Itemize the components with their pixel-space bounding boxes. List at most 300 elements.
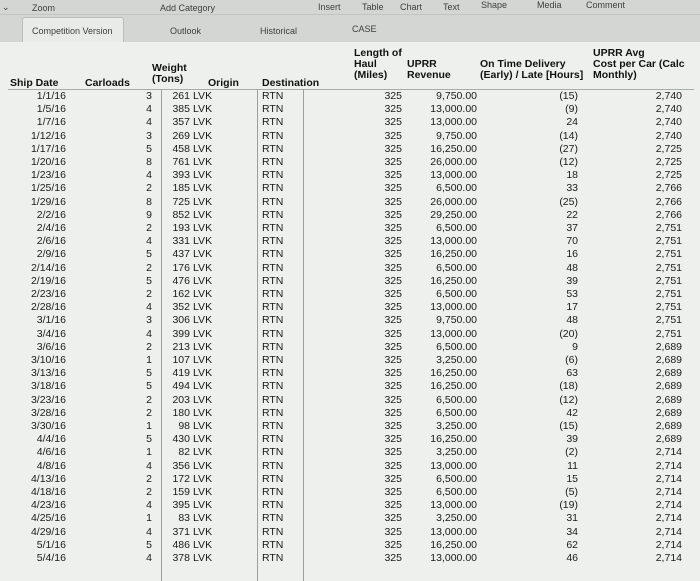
weight-cell[interactable]: 176 — [172, 261, 190, 274]
destination-cell[interactable]: RTN — [262, 433, 284, 446]
haul-cell[interactable]: 325 — [384, 472, 402, 485]
avg-cost-cell[interactable]: 2,751 — [655, 235, 682, 248]
weight-cell[interactable]: 261 — [172, 90, 190, 102]
ship-date-cell[interactable]: 4/8/16 — [36, 459, 66, 472]
avg-cost-cell[interactable]: 2,689 — [655, 393, 682, 406]
table-row[interactable] — [0, 341, 700, 354]
table-row[interactable] — [0, 248, 700, 261]
table-row[interactable] — [0, 288, 700, 301]
haul-cell[interactable]: 325 — [384, 420, 402, 432]
table-row[interactable] — [0, 433, 700, 446]
revenue-cell[interactable]: 6,500.00 — [436, 261, 477, 274]
weight-cell[interactable]: 107 — [172, 354, 190, 366]
revenue-cell[interactable]: 13,000.00 — [430, 116, 477, 129]
destination-cell[interactable]: RTN — [262, 538, 284, 551]
haul-cell[interactable]: 325 — [384, 156, 402, 168]
destination-cell[interactable]: RTN — [262, 512, 284, 525]
otd-cell[interactable]: (6) — [565, 354, 578, 366]
destination-cell[interactable]: RTN — [262, 367, 284, 380]
haul-cell[interactable]: 325 — [384, 525, 402, 538]
revenue-cell[interactable]: 13,000.00 — [430, 525, 477, 538]
revenue-cell[interactable]: 6,500.00 — [436, 182, 477, 195]
destination-cell[interactable]: RTN — [262, 116, 284, 129]
table-row[interactable] — [0, 156, 700, 169]
weight-cell[interactable]: 419 — [172, 367, 190, 380]
weight-cell[interactable]: 356 — [172, 459, 190, 472]
table-row[interactable] — [0, 526, 700, 539]
otd-cell[interactable]: (12) — [559, 393, 578, 406]
origin-cell[interactable]: LVK — [193, 499, 213, 512]
carloads-cell[interactable]: 4 — [146, 301, 152, 314]
revenue-cell[interactable]: 16,250.00 — [430, 274, 477, 287]
carloads-cell[interactable]: 2 — [146, 222, 152, 234]
table-row[interactable] — [0, 394, 700, 407]
weight-cell[interactable]: 162 — [172, 288, 190, 300]
otd-cell[interactable]: (2) — [565, 446, 578, 459]
tab-competition-version[interactable]: Competition Version — [32, 26, 113, 36]
destination-cell[interactable]: RTN — [262, 380, 284, 393]
revenue-cell[interactable]: 3,250.00 — [436, 420, 477, 432]
avg-cost-cell[interactable]: 2,689 — [655, 340, 682, 353]
destination-cell[interactable]: RTN — [262, 288, 284, 300]
weight-cell[interactable]: 83 — [178, 512, 190, 525]
revenue-cell[interactable]: 13,000.00 — [430, 301, 477, 314]
haul-cell[interactable]: 325 — [384, 512, 402, 525]
carloads-cell[interactable]: 1 — [146, 512, 152, 525]
destination-cell[interactable]: RTN — [262, 301, 284, 314]
tab-historical[interactable]: Historical — [260, 26, 298, 36]
carloads-cell[interactable]: 5 — [146, 433, 152, 446]
otd-cell[interactable]: (14) — [559, 129, 578, 142]
weight-cell[interactable]: 352 — [172, 301, 190, 314]
ship-date-cell[interactable]: 3/6/16 — [36, 340, 66, 353]
destination-cell[interactable]: RTN — [262, 446, 284, 459]
carloads-cell[interactable]: 2 — [146, 261, 152, 274]
carloads-cell[interactable]: 3 — [146, 90, 152, 102]
table-row[interactable] — [0, 539, 700, 552]
ship-date-cell[interactable]: 1/12/16 — [30, 129, 66, 142]
carloads-cell[interactable]: 4 — [146, 103, 152, 116]
haul-cell[interactable]: 325 — [384, 129, 402, 142]
destination-cell[interactable]: RTN — [262, 169, 284, 182]
table-row[interactable] — [0, 301, 700, 314]
revenue-cell[interactable]: 3,250.00 — [436, 512, 477, 525]
avg-cost-cell[interactable]: 2,751 — [655, 222, 682, 234]
haul-cell[interactable]: 325 — [384, 274, 402, 287]
carloads-cell[interactable]: 4 — [146, 525, 152, 538]
haul-cell[interactable]: 325 — [384, 433, 402, 446]
weight-cell[interactable]: 331 — [172, 235, 190, 248]
ship-date-cell[interactable]: 1/20/16 — [30, 156, 66, 168]
avg-cost-cell[interactable]: 2,689 — [655, 367, 682, 380]
weight-cell[interactable]: 98 — [178, 420, 190, 432]
carloads-cell[interactable]: 9 — [146, 208, 152, 221]
carloads-cell[interactable]: 5 — [146, 380, 152, 393]
table-row[interactable] — [0, 169, 700, 182]
otd-cell[interactable]: 46 — [566, 552, 578, 564]
origin-cell[interactable]: LVK — [193, 208, 213, 221]
weight-cell[interactable]: 269 — [172, 129, 190, 142]
weight-cell[interactable]: 852 — [172, 208, 190, 221]
media-button[interactable]: Media — [537, 0, 562, 10]
otd-cell[interactable]: (25) — [559, 195, 578, 208]
otd-cell[interactable]: 31 — [566, 512, 578, 525]
avg-cost-cell[interactable]: 2,714 — [655, 525, 682, 538]
avg-cost-cell[interactable]: 2,689 — [655, 354, 682, 366]
origin-cell[interactable]: LVK — [193, 195, 213, 208]
ship-date-cell[interactable]: 2/19/16 — [30, 274, 66, 287]
haul-cell[interactable]: 325 — [384, 248, 402, 261]
origin-cell[interactable]: LVK — [193, 142, 213, 155]
avg-cost-cell[interactable]: 2,751 — [655, 261, 682, 274]
avg-cost-cell[interactable]: 2,714 — [655, 459, 682, 472]
origin-cell[interactable]: LVK — [193, 222, 213, 234]
avg-cost-cell[interactable]: 2,751 — [655, 248, 682, 261]
origin-cell[interactable]: LVK — [193, 169, 213, 182]
destination-cell[interactable]: RTN — [262, 142, 284, 155]
avg-cost-cell[interactable]: 2,751 — [655, 274, 682, 287]
tab-case[interactable]: CASE — [352, 24, 377, 34]
revenue-cell[interactable]: 26,000.00 — [430, 156, 477, 168]
origin-cell[interactable]: LVK — [193, 433, 213, 446]
weight-cell[interactable]: 357 — [172, 116, 190, 129]
weight-cell[interactable]: 159 — [172, 486, 190, 498]
destination-cell[interactable]: RTN — [262, 472, 284, 485]
weight-cell[interactable]: 203 — [172, 393, 190, 406]
haul-cell[interactable]: 325 — [384, 499, 402, 512]
avg-cost-cell[interactable]: 2,714 — [655, 486, 682, 498]
revenue-cell[interactable]: 9,750.00 — [436, 129, 477, 142]
ship-date-cell[interactable]: 2/2/16 — [36, 208, 66, 221]
ship-date-cell[interactable]: 3/30/16 — [30, 420, 66, 432]
revenue-cell[interactable]: 3,250.00 — [436, 354, 477, 366]
ship-date-cell[interactable]: 1/5/16 — [36, 103, 66, 116]
table-row[interactable] — [0, 222, 700, 235]
destination-cell[interactable]: RTN — [262, 248, 284, 261]
ship-date-cell[interactable]: 4/4/16 — [36, 433, 66, 446]
weight-cell[interactable]: 486 — [172, 538, 190, 551]
zoom-button[interactable]: Zoom — [32, 3, 56, 13]
ship-date-cell[interactable]: 2/4/16 — [36, 222, 66, 234]
avg-cost-cell[interactable]: 2,714 — [655, 538, 682, 551]
table-row[interactable] — [0, 380, 700, 393]
table-row[interactable] — [0, 235, 700, 248]
haul-cell[interactable]: 325 — [384, 235, 402, 248]
origin-cell[interactable]: LVK — [193, 235, 213, 248]
avg-cost-cell[interactable]: 2,751 — [655, 314, 682, 327]
origin-cell[interactable]: LVK — [193, 156, 213, 168]
table-row[interactable] — [0, 328, 700, 341]
revenue-cell[interactable]: 3,250.00 — [436, 446, 477, 459]
revenue-cell[interactable]: 6,500.00 — [436, 472, 477, 485]
table-row[interactable] — [0, 116, 700, 129]
haul-cell[interactable]: 325 — [384, 314, 402, 327]
haul-cell[interactable]: 325 — [384, 195, 402, 208]
otd-cell[interactable]: 9 — [572, 340, 578, 353]
destination-cell[interactable]: RTN — [262, 499, 284, 512]
table-row[interactable] — [0, 407, 700, 420]
destination-cell[interactable]: RTN — [262, 235, 284, 248]
revenue-cell[interactable]: 16,250.00 — [430, 380, 477, 393]
table-row[interactable] — [0, 367, 700, 380]
ship-date-cell[interactable]: 2/9/16 — [36, 248, 66, 261]
destination-cell[interactable]: RTN — [262, 314, 284, 327]
weight-cell[interactable]: 180 — [172, 406, 190, 419]
haul-cell[interactable]: 325 — [384, 116, 402, 129]
origin-cell[interactable]: LVK — [193, 406, 213, 419]
otd-cell[interactable]: 42 — [566, 406, 578, 419]
carloads-cell[interactable]: 5 — [146, 248, 152, 261]
origin-cell[interactable]: LVK — [193, 354, 213, 366]
carloads-cell[interactable]: 8 — [146, 156, 152, 168]
carloads-cell[interactable]: 5 — [146, 538, 152, 551]
weight-cell[interactable]: 185 — [172, 182, 190, 195]
destination-cell[interactable]: RTN — [262, 459, 284, 472]
text-button[interactable]: Text — [443, 2, 460, 12]
carloads-cell[interactable]: 2 — [146, 486, 152, 498]
carloads-cell[interactable]: 4 — [146, 459, 152, 472]
origin-cell[interactable]: LVK — [193, 301, 213, 314]
table-row[interactable] — [0, 143, 700, 156]
origin-cell[interactable]: LVK — [193, 90, 213, 102]
table-row[interactable] — [0, 499, 700, 512]
carloads-cell[interactable]: 5 — [146, 142, 152, 155]
avg-cost-cell[interactable]: 2,714 — [655, 472, 682, 485]
revenue-cell[interactable]: 6,500.00 — [436, 393, 477, 406]
otd-cell[interactable]: 17 — [566, 301, 578, 314]
otd-cell[interactable]: 24 — [566, 116, 578, 129]
ship-date-cell[interactable]: 1/1/16 — [36, 90, 66, 102]
origin-cell[interactable]: LVK — [193, 393, 213, 406]
haul-cell[interactable]: 325 — [384, 367, 402, 380]
avg-cost-cell[interactable]: 2,740 — [655, 103, 682, 116]
revenue-cell[interactable]: 13,000.00 — [430, 499, 477, 512]
ship-date-cell[interactable]: 4/18/16 — [30, 486, 66, 498]
origin-cell[interactable]: LVK — [193, 274, 213, 287]
destination-cell[interactable]: RTN — [262, 354, 284, 366]
otd-cell[interactable]: 62 — [566, 538, 578, 551]
origin-cell[interactable]: LVK — [193, 182, 213, 195]
otd-cell[interactable]: 22 — [566, 208, 578, 221]
destination-cell[interactable]: RTN — [262, 327, 284, 340]
otd-cell[interactable]: (15) — [559, 420, 578, 432]
otd-cell[interactable]: 63 — [566, 367, 578, 380]
table-row[interactable] — [0, 512, 700, 525]
table-row[interactable] — [0, 486, 700, 499]
revenue-cell[interactable]: 13,000.00 — [430, 169, 477, 182]
otd-cell[interactable]: 16 — [566, 248, 578, 261]
haul-cell[interactable]: 325 — [384, 354, 402, 366]
haul-cell[interactable]: 325 — [384, 90, 402, 102]
origin-cell[interactable]: LVK — [193, 129, 213, 142]
otd-cell[interactable]: 37 — [566, 222, 578, 234]
avg-cost-cell[interactable]: 2,725 — [655, 142, 682, 155]
otd-cell[interactable]: 48 — [566, 261, 578, 274]
otd-cell[interactable]: 39 — [566, 274, 578, 287]
avg-cost-cell[interactable]: 2,725 — [655, 169, 682, 182]
origin-cell[interactable]: LVK — [193, 512, 213, 525]
avg-cost-cell[interactable]: 2,751 — [655, 327, 682, 340]
ship-date-cell[interactable]: 3/1/16 — [36, 314, 66, 327]
haul-cell[interactable]: 325 — [384, 486, 402, 498]
origin-cell[interactable]: LVK — [193, 472, 213, 485]
ship-date-cell[interactable]: 2/14/16 — [30, 261, 66, 274]
revenue-cell[interactable]: 16,250.00 — [430, 248, 477, 261]
carloads-cell[interactable]: 1 — [146, 446, 152, 459]
weight-cell[interactable]: 458 — [172, 142, 190, 155]
ship-date-cell[interactable]: 3/28/16 — [30, 406, 66, 419]
otd-cell[interactable]: 39 — [566, 433, 578, 446]
table-button[interactable]: Table — [362, 2, 384, 12]
haul-cell[interactable]: 325 — [384, 222, 402, 234]
avg-cost-cell[interactable]: 2,714 — [655, 499, 682, 512]
ship-date-cell[interactable]: 1/29/16 — [30, 195, 66, 208]
table-row[interactable] — [0, 473, 700, 486]
haul-cell[interactable]: 325 — [384, 208, 402, 221]
carloads-cell[interactable]: 3 — [146, 129, 152, 142]
haul-cell[interactable]: 325 — [384, 446, 402, 459]
carloads-cell[interactable]: 4 — [146, 116, 152, 129]
carloads-cell[interactable]: 2 — [146, 288, 152, 300]
revenue-cell[interactable]: 16,250.00 — [430, 538, 477, 551]
revenue-cell[interactable]: 13,000.00 — [430, 552, 477, 564]
carloads-cell[interactable]: 4 — [146, 327, 152, 340]
carloads-cell[interactable]: 5 — [146, 274, 152, 287]
revenue-cell[interactable]: 6,500.00 — [436, 486, 477, 498]
chart-button[interactable]: Chart — [400, 2, 423, 12]
revenue-cell[interactable]: 9,750.00 — [436, 90, 477, 102]
destination-cell[interactable]: RTN — [262, 420, 284, 432]
origin-cell[interactable]: LVK — [193, 367, 213, 380]
weight-cell[interactable]: 399 — [172, 327, 190, 340]
revenue-cell[interactable]: 16,250.00 — [430, 367, 477, 380]
table-row[interactable] — [0, 354, 700, 367]
destination-cell[interactable]: RTN — [262, 393, 284, 406]
origin-cell[interactable]: LVK — [193, 459, 213, 472]
weight-cell[interactable]: 213 — [172, 340, 190, 353]
ship-date-cell[interactable]: 2/23/16 — [30, 288, 66, 300]
otd-cell[interactable]: 70 — [566, 235, 578, 248]
revenue-cell[interactable]: 6,500.00 — [436, 288, 477, 300]
revenue-cell[interactable]: 16,250.00 — [430, 142, 477, 155]
weight-cell[interactable]: 494 — [172, 380, 190, 393]
carloads-cell[interactable]: 2 — [146, 182, 152, 195]
otd-cell[interactable]: (18) — [559, 380, 578, 393]
revenue-cell[interactable]: 13,000.00 — [430, 327, 477, 340]
carloads-cell[interactable]: 8 — [146, 195, 152, 208]
table-row[interactable] — [0, 262, 700, 275]
avg-cost-cell[interactable]: 2,751 — [655, 288, 682, 300]
haul-cell[interactable]: 325 — [384, 538, 402, 551]
destination-cell[interactable]: RTN — [262, 406, 284, 419]
destination-cell[interactable]: RTN — [262, 195, 284, 208]
ship-date-cell[interactable]: 1/25/16 — [30, 182, 66, 195]
table-row[interactable] — [0, 275, 700, 288]
ship-date-cell[interactable]: 3/4/16 — [36, 327, 66, 340]
carloads-cell[interactable]: 3 — [146, 314, 152, 327]
origin-cell[interactable]: LVK — [193, 314, 213, 327]
carloads-cell[interactable]: 2 — [146, 406, 152, 419]
avg-cost-cell[interactable]: 2,751 — [655, 301, 682, 314]
origin-cell[interactable]: LVK — [193, 420, 213, 432]
comment-button[interactable]: Comment — [586, 0, 626, 10]
tab-outlook[interactable]: Outlook — [170, 26, 202, 36]
origin-cell[interactable]: LVK — [193, 103, 213, 116]
ship-date-cell[interactable]: 3/23/16 — [30, 393, 66, 406]
revenue-cell[interactable]: 6,500.00 — [436, 222, 477, 234]
origin-cell[interactable]: LVK — [193, 446, 213, 459]
weight-cell[interactable]: 437 — [172, 248, 190, 261]
destination-cell[interactable]: RTN — [262, 156, 284, 168]
origin-cell[interactable]: LVK — [193, 538, 213, 551]
weight-cell[interactable]: 725 — [172, 195, 190, 208]
ship-date-cell[interactable]: 4/29/16 — [30, 525, 66, 538]
otd-cell[interactable]: 53 — [566, 288, 578, 300]
haul-cell[interactable]: 325 — [384, 340, 402, 353]
origin-cell[interactable]: LVK — [193, 525, 213, 538]
revenue-cell[interactable]: 26,000.00 — [430, 195, 477, 208]
avg-cost-cell[interactable]: 2,689 — [655, 380, 682, 393]
otd-cell[interactable]: (20) — [559, 327, 578, 340]
ship-date-cell[interactable]: 3/18/16 — [30, 380, 66, 393]
chevron-down-icon[interactable]: ⌄ — [2, 2, 10, 12]
destination-cell[interactable]: RTN — [262, 552, 284, 564]
avg-cost-cell[interactable]: 2,725 — [655, 156, 682, 168]
haul-cell[interactable]: 325 — [384, 406, 402, 419]
otd-cell[interactable]: (27) — [559, 142, 578, 155]
weight-cell[interactable]: 378 — [172, 552, 190, 564]
carloads-cell[interactable]: 2 — [146, 472, 152, 485]
revenue-cell[interactable]: 13,000.00 — [430, 235, 477, 248]
otd-cell[interactable]: 15 — [566, 472, 578, 485]
weight-cell[interactable]: 385 — [172, 103, 190, 116]
origin-cell[interactable]: LVK — [193, 327, 213, 340]
table-row[interactable] — [0, 460, 700, 473]
destination-cell[interactable]: RTN — [262, 525, 284, 538]
weight-cell[interactable]: 371 — [172, 525, 190, 538]
table-row[interactable] — [0, 314, 700, 327]
weight-cell[interactable]: 761 — [172, 156, 190, 168]
destination-cell[interactable]: RTN — [262, 208, 284, 221]
table-row[interactable] — [0, 552, 700, 565]
avg-cost-cell[interactable]: 2,689 — [655, 433, 682, 446]
otd-cell[interactable]: 18 — [566, 169, 578, 182]
haul-cell[interactable]: 325 — [384, 552, 402, 564]
carloads-cell[interactable]: 4 — [146, 169, 152, 182]
weight-cell[interactable]: 306 — [172, 314, 190, 327]
destination-cell[interactable]: RTN — [262, 103, 284, 116]
avg-cost-cell[interactable]: 2,714 — [655, 512, 682, 525]
avg-cost-cell[interactable]: 2,740 — [655, 90, 682, 102]
weight-cell[interactable]: 193 — [172, 222, 190, 234]
otd-cell[interactable]: 48 — [566, 314, 578, 327]
destination-cell[interactable]: RTN — [262, 90, 284, 102]
table-row[interactable] — [0, 196, 700, 209]
ship-date-cell[interactable]: 1/17/16 — [30, 142, 66, 155]
revenue-cell[interactable]: 29,250.00 — [430, 208, 477, 221]
ship-date-cell[interactable]: 1/23/16 — [30, 169, 66, 182]
carloads-cell[interactable]: 4 — [146, 235, 152, 248]
avg-cost-cell[interactable]: 2,766 — [655, 208, 682, 221]
otd-cell[interactable]: (9) — [565, 103, 578, 116]
carloads-cell[interactable]: 1 — [146, 420, 152, 432]
destination-cell[interactable]: RTN — [262, 340, 284, 353]
carloads-cell[interactable]: 1 — [146, 354, 152, 366]
insert-button[interactable]: Insert — [318, 2, 341, 12]
otd-cell[interactable]: 33 — [566, 182, 578, 195]
origin-cell[interactable]: LVK — [193, 552, 213, 564]
otd-cell[interactable]: (15) — [559, 90, 578, 102]
